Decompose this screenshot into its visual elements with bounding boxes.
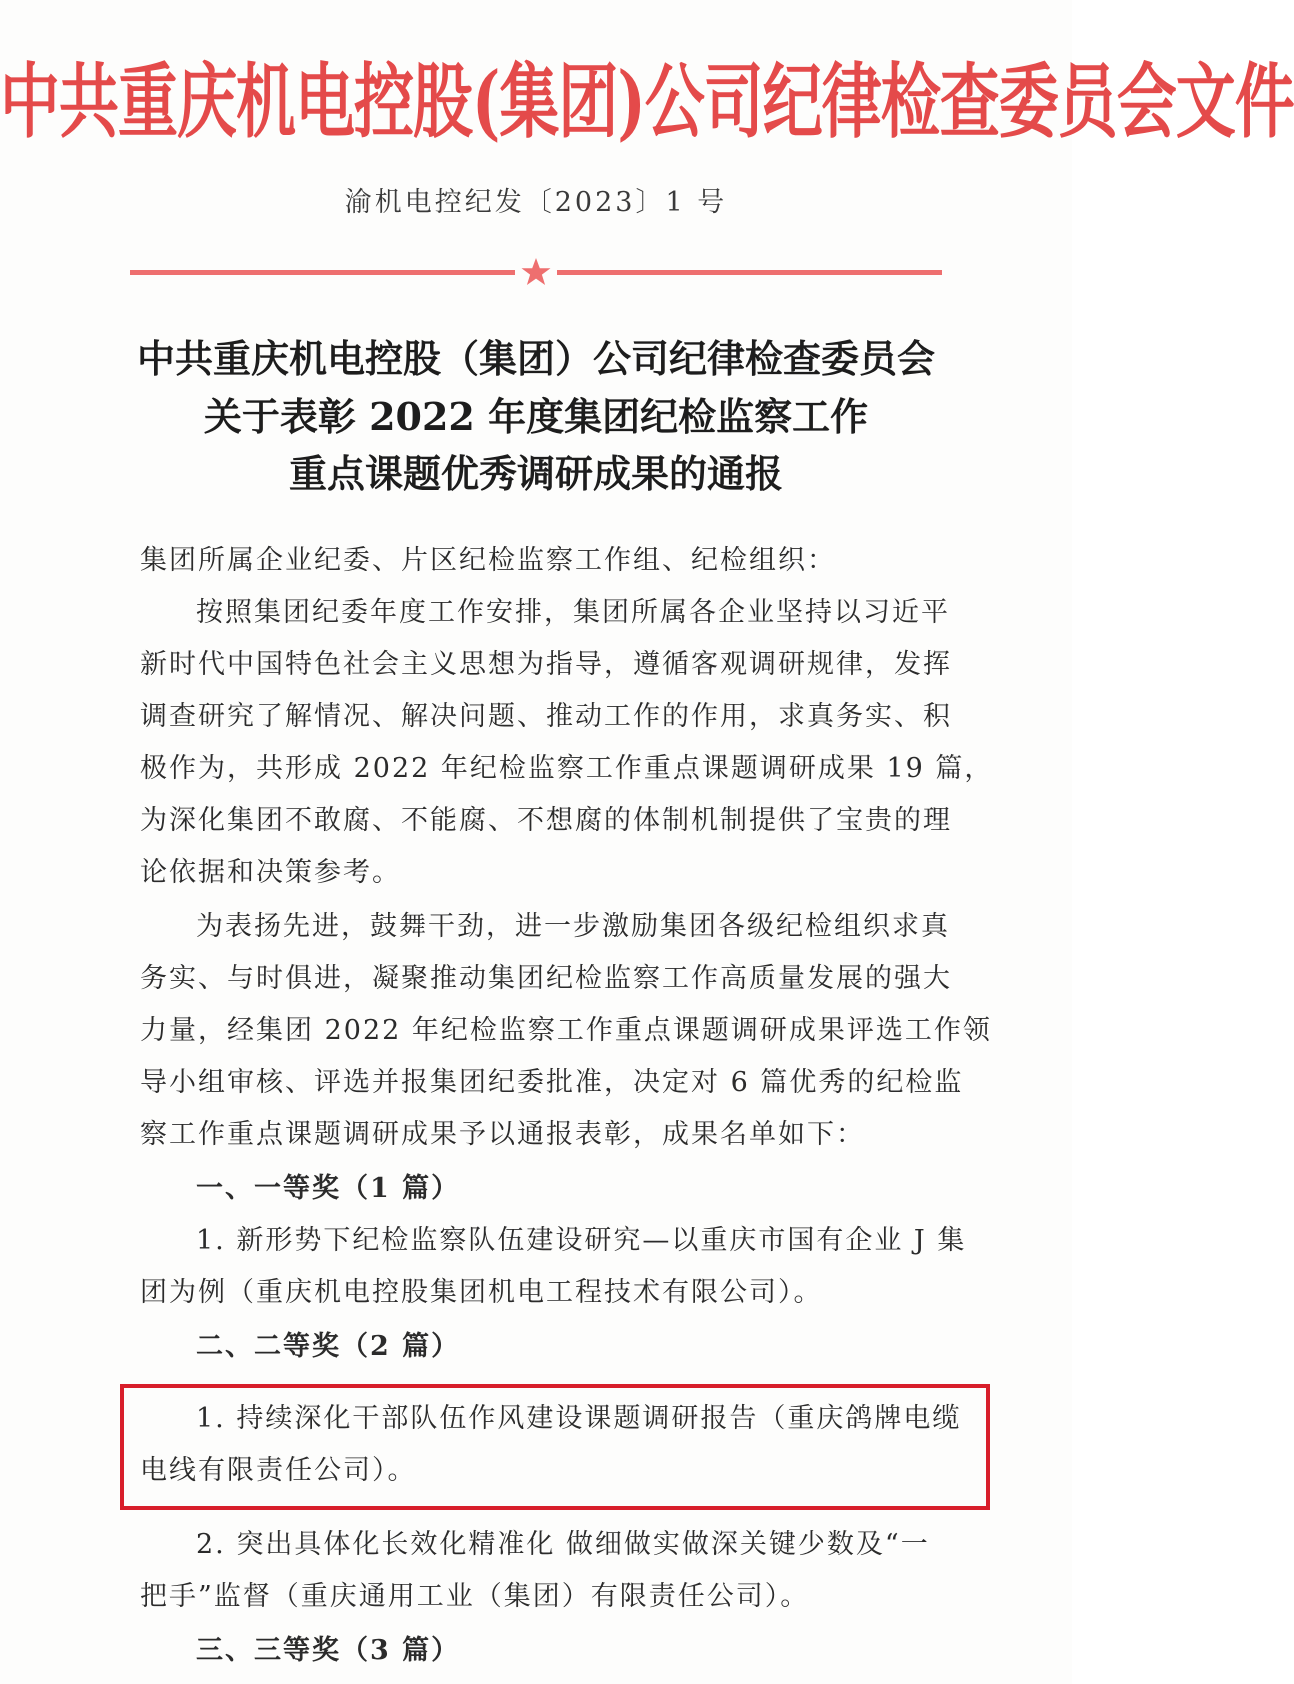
- first-prize-heading: 一、一等奖（1 篇）: [196, 1173, 461, 1204]
- paragraph-1-line: 论依据和决策参考。: [140, 857, 401, 888]
- highlight-annotation-box: [120, 1384, 990, 1510]
- paragraph-2-line: 力量，经集团 2022 年纪检监察工作重点课题调研成果评选工作领: [140, 1015, 992, 1046]
- document-number: 渝机电控纪发〔2023〕1 号: [344, 187, 728, 218]
- second-prize-item-2-line: 2. 突出具体化长效化精准化 做细做实做深关键少数及“一: [196, 1529, 930, 1560]
- star-icon: [519, 255, 553, 289]
- paragraph-1-line: 按照集团纪委年度工作安排，集团所属各企业坚持以习近平: [196, 597, 950, 628]
- notice-title-line-1: 中共重庆机电控股（集团）公司纪律检查委员会: [136, 336, 935, 381]
- paragraph-2-line: 务实、与时俱进，凝聚推动集团纪检监察工作高质量发展的强大: [140, 963, 952, 994]
- notice-title-line-2: 关于表彰 2022 年度集团纪检监察工作: [203, 394, 869, 439]
- paragraph-1-line: 新时代中国特色社会主义思想为指导，遵循客观调研规律，发挥: [140, 649, 952, 680]
- paragraph-2-line: 察工作重点课题调研成果予以通报表彰，成果名单如下：: [140, 1119, 865, 1150]
- paragraph-1-line: 为深化集团不敢腐、不能腐、不想腐的体制机制提供了宝贵的理: [140, 805, 952, 836]
- document-header-title: 中共重庆机电控股(集团)公司纪律检查委员会文件: [0, 55, 1294, 151]
- header-divider-left: [130, 270, 515, 275]
- paragraph-2-line: 导小组审核、评选并报集团纪委批准，决定对 6 篇优秀的纪检监: [140, 1067, 964, 1098]
- third-prize-heading: 三、三等奖（3 篇）: [196, 1635, 461, 1666]
- paragraph-2-line: 为表扬先进，鼓舞干劲，进一步激励集团各级纪检组织求真: [196, 911, 950, 942]
- addressee-line: 集团所属企业纪委、片区纪检监察工作组、纪检组织：: [140, 545, 836, 576]
- second-prize-heading: 二、二等奖（2 篇）: [196, 1331, 461, 1362]
- notice-title-line-3: 重点课题优秀调研成果的通报: [288, 451, 783, 496]
- paragraph-1-line: 调查研究了解情况、解决问题、推动工作的作用，求真务实、积: [140, 701, 952, 732]
- paragraph-1-line: 极作为，共形成 2022 年纪检监察工作重点课题调研成果 19 篇，: [140, 753, 994, 784]
- first-prize-item-line: 1. 新形势下纪检监察队伍建设研究—以重庆市国有企业 J 集: [196, 1225, 967, 1256]
- second-prize-item-2-line: 把手”监督（重庆通用工业（集团）有限责任公司）。: [140, 1581, 810, 1612]
- header-divider-right: [557, 270, 942, 275]
- first-prize-item-line: 团为例（重庆机电控股集团机电工程技术有限公司）。: [140, 1277, 823, 1308]
- second-prize-item-1-line: 电线有限责任公司）。: [140, 1455, 417, 1486]
- second-prize-item-1-line: 1. 持续深化干部队伍作风建设课题调研报告（重庆鸽牌电缆: [196, 1403, 962, 1434]
